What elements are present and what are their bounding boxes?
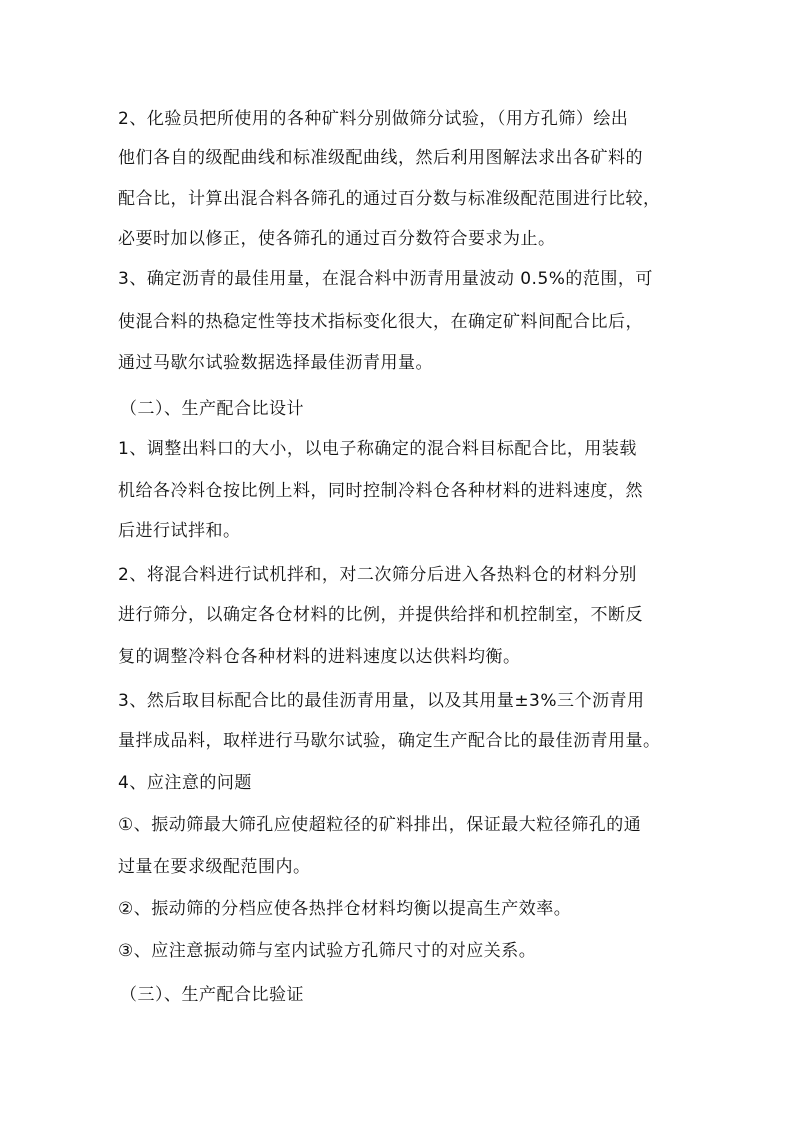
text-line: 3、确定沥青的最佳用量，在混合料中沥青用量波动 0.5%的范围，可 [118,269,653,289]
text-line: 1、调整出料口的大小，以电子称确定的混合料目标配合比，用装载 [118,439,637,459]
text-line: 通过马歇尔试验数据选择最佳沥青用量。 [118,353,433,373]
section-heading: （三）、生产配合比验证 [120,985,304,1005]
text-line: 复的调整冷料仓各种材料的进料速度以达供料均衡。 [118,647,521,667]
text-line: 2、将混合料进行试机拌和，对二次筛分后进入各热料仓的材料分别 [118,565,637,585]
text-line: 2、化验员把所使用的各种矿料分别做筛分试验，（用方孔筛）绘出 [118,109,629,129]
text-line: 后进行试拌和。 [118,521,241,541]
section-heading: （二）、生产配合比设计 [120,399,304,419]
text-line: 机给各冷料仓按比例上料，同时控制冷料仓各种材料的进料速度，然 [118,481,643,501]
text-line: ②、振动筛的分档应使各热拌仓材料均衡以提高生产效率。 [118,899,572,919]
text-line: ③、应注意振动筛与室内试验方孔筛尺寸的对应关系。 [118,941,537,961]
text-line: 量拌成品料，取样进行马歇尔试验，确定生产配合比的最佳沥青用量。 [118,731,661,751]
text-line: ①、振动筛最大筛孔应使超粒径的矿料排出，保证最大粒径筛孔的通 [118,815,642,835]
text-line: 配合比，计算出混合料各筛孔的通过百分数与标准级配范围进行比较， [118,189,661,209]
text-line: 必要时加以修正，使各筛孔的通过百分数符合要求为止。 [118,229,556,249]
text-line: 他们各自的级配曲线和标准级配曲线，然后利用图解法求出各矿料的 [118,148,643,168]
text-line: 4、应注意的问题 [118,773,252,793]
text-line: 过量在要求级配范围内。 [118,857,311,877]
text-line: 使混合料的热稳定性等技术指标变化很大，在确定矿料间配合比后， [118,312,643,332]
text-line: 3、然后取目标配合比的最佳沥青用量，以及其用量±3%三个沥青用 [118,691,645,711]
text-line: 进行筛分，以确定各仓材料的比例，并提供给拌和机控制室，不断反 [118,605,643,625]
